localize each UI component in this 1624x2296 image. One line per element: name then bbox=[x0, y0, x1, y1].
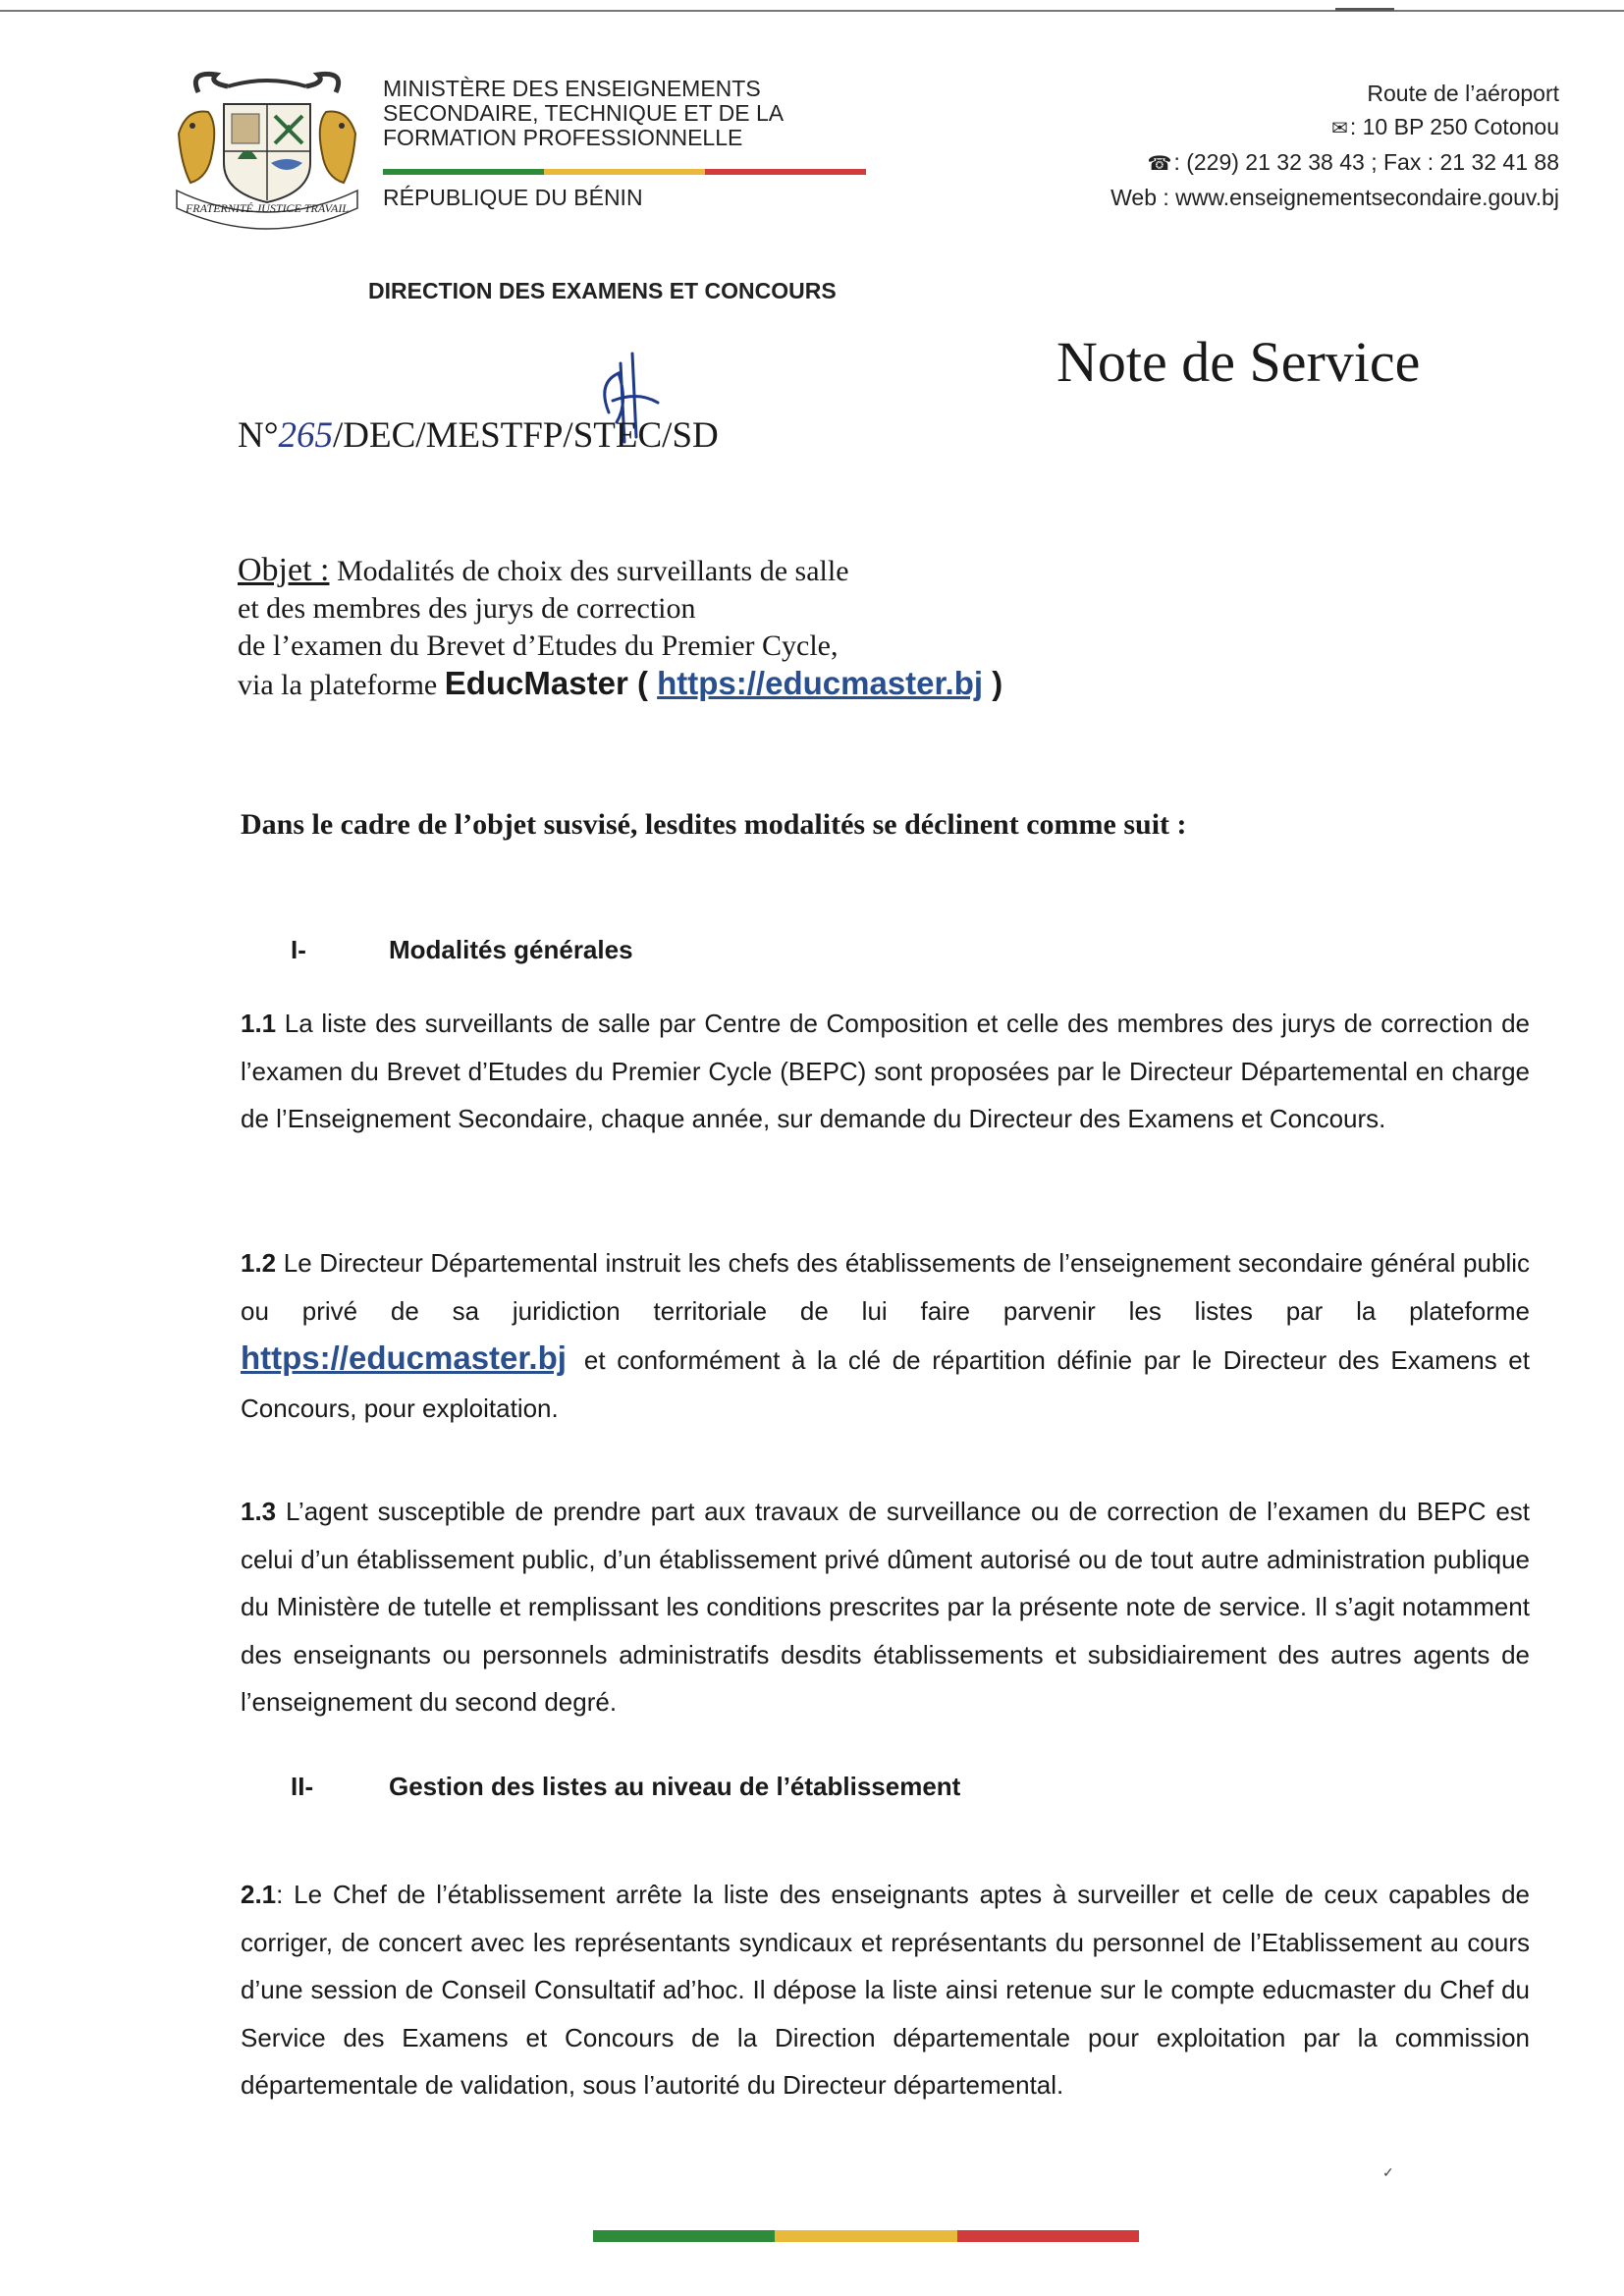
ministry-name bbox=[383, 77, 784, 150]
intro-sentence: Dans le cadre de l’objet susvisé, lesdites modalités se déclinent comme suit : bbox=[241, 808, 1187, 841]
reference-prefix: N° bbox=[238, 415, 279, 456]
paragraph-text: La liste des surveillants de salle par Centre de Composition et celle des membres des jurys de correction de l’examen du Brevet d’Etudes du Premier Cycle (BEPC) sont proposées par le Directeur Départemental en charge de l’Enseignement Secondaire, chaque année, sur demande du Directeur des Examens et Concours. bbox=[241, 1009, 1530, 1133]
objet-label: Objet : bbox=[238, 552, 330, 588]
republic-name: RÉPUBLIQUE DU BÉNIN bbox=[383, 185, 643, 210]
platform-brand: EducMaster bbox=[444, 665, 628, 701]
section-number: I- bbox=[291, 935, 306, 964]
objet-line-1: Modalités de choix des surveillants de salle bbox=[329, 555, 849, 587]
svg-text:FRATERNITÉ JUSTICE TRAVAIL: FRATERNITÉ JUSTICE TRAVAIL bbox=[185, 201, 350, 215]
scan-speck: ✓ bbox=[1382, 2164, 1394, 2180]
paragraph-2-1 bbox=[241, 1871, 1530, 2109]
ministry-line-3: FORMATION PROFESSIONNELLE bbox=[383, 125, 743, 150]
paragraph-1-1 bbox=[241, 1000, 1530, 1143]
objet-line-2: et des membres des jurys de correction bbox=[238, 592, 696, 625]
paragraph-number: 1.1 bbox=[241, 1009, 277, 1038]
paragraph-1-2 bbox=[241, 1239, 1530, 1432]
document-title: Note de Service bbox=[1056, 330, 1421, 394]
contact-web: Web : www.enseignementsecondaire.gouv.bj bbox=[1110, 185, 1559, 210]
ministry-line-2: SECONDAIRE, TECHNIQUE ET DE LA bbox=[383, 100, 785, 126]
section-heading-1 bbox=[291, 935, 633, 965]
platform-link[interactable]: https://educmaster.bj bbox=[241, 1339, 567, 1376]
paragraph-text: Le Directeur Départemental instruit les chefs des établissements de l’enseignement secondaire général public ou privé de sa juridiction territoriale de lui faire parvenir les listes par la plateforme bbox=[241, 1248, 1530, 1326]
contact-address: Route de l’aéroport bbox=[1367, 81, 1559, 106]
reference-handwritten-number: 265 bbox=[278, 415, 334, 456]
section-heading-2 bbox=[291, 1772, 960, 1802]
paragraph-text: et conformément à la clé de répartition définie par le Directeur des Examens et Concours, pour exploitation. bbox=[241, 1345, 1530, 1423]
reference-suffix: /DEC/MESTFP/STEC/SD bbox=[333, 415, 719, 456]
paragraph-text: L’agent susceptible de prendre part aux travaux de surveillance ou de correction de l’examen du BEPC est celui d’un établissement public, d’un établissement privé dûment autorisé ou de tout autre administration publique du Ministère de tutelle et remplissant les conditions prescrites par la présente note de service. Il s’agit notamment des enseignants ou personnels administratifs desdits établissements et subsidiairement des autres agents de l’enseignement du second degré. bbox=[241, 1497, 1530, 1717]
ministry-line-1: MINISTÈRE DES ENSEIGNEMENTS bbox=[383, 76, 761, 101]
contact-block bbox=[1110, 77, 1559, 214]
objet-line-3: de l’examen du Brevet d’Etudes du Premier Cycle, bbox=[238, 629, 839, 662]
paragraph-number: 1.3 bbox=[241, 1497, 277, 1526]
telephone-icon: ☎ bbox=[1147, 153, 1172, 175]
paragraph-1-3 bbox=[241, 1488, 1530, 1726]
mailbox-icon: ✉ bbox=[1331, 118, 1348, 139]
section-title: Gestion des listes au niveau de l’établissement bbox=[389, 1772, 961, 1801]
footer-flag-rule bbox=[593, 2230, 1139, 2242]
platform-link[interactable]: https://educmaster.bj bbox=[657, 665, 984, 701]
scan-top-mark bbox=[1335, 8, 1394, 11]
paragraph-text: : Le Chef de l’établissement arrête la liste des enseignants aptes à surveiller et celle de ceux capables de corriger, de concert avec les représentants syndicaux et représentants du personnel de l’Etablissement au cours d’une session de Conseil Consultatif ad’hoc. Il dépose la liste ainsi retenue sur le compte educmaster du Chef du Service des Examens et Concours de la Direction départementale pour exploitation par la commission départementale de validation, sous l’autorité du Directeur départemental. bbox=[241, 1880, 1530, 2100]
contact-phone-fax: ☎: (229) 21 32 38 43 ; Fax : 21 32 41 88 bbox=[1110, 145, 1559, 181]
contact-po-box: ✉: 10 BP 250 Cotonou bbox=[1110, 110, 1559, 145]
section-number: II- bbox=[291, 1772, 314, 1801]
coat-of-arms-emblem bbox=[169, 65, 365, 232]
paren-close: ) bbox=[983, 665, 1003, 701]
reference-number bbox=[238, 414, 719, 457]
paragraph-number: 2.1 bbox=[241, 1880, 277, 1909]
flag-color-rule bbox=[383, 169, 866, 175]
direction-name: DIRECTION DES EXAMENS ET CONCOURS bbox=[368, 278, 837, 303]
objet-line-4-prefix: via la plateforme bbox=[238, 669, 445, 701]
objet-block bbox=[238, 552, 1002, 704]
paragraph-number: 1.2 bbox=[241, 1248, 277, 1278]
section-title: Modalités générales bbox=[389, 935, 633, 964]
paren-open: ( bbox=[627, 665, 658, 701]
